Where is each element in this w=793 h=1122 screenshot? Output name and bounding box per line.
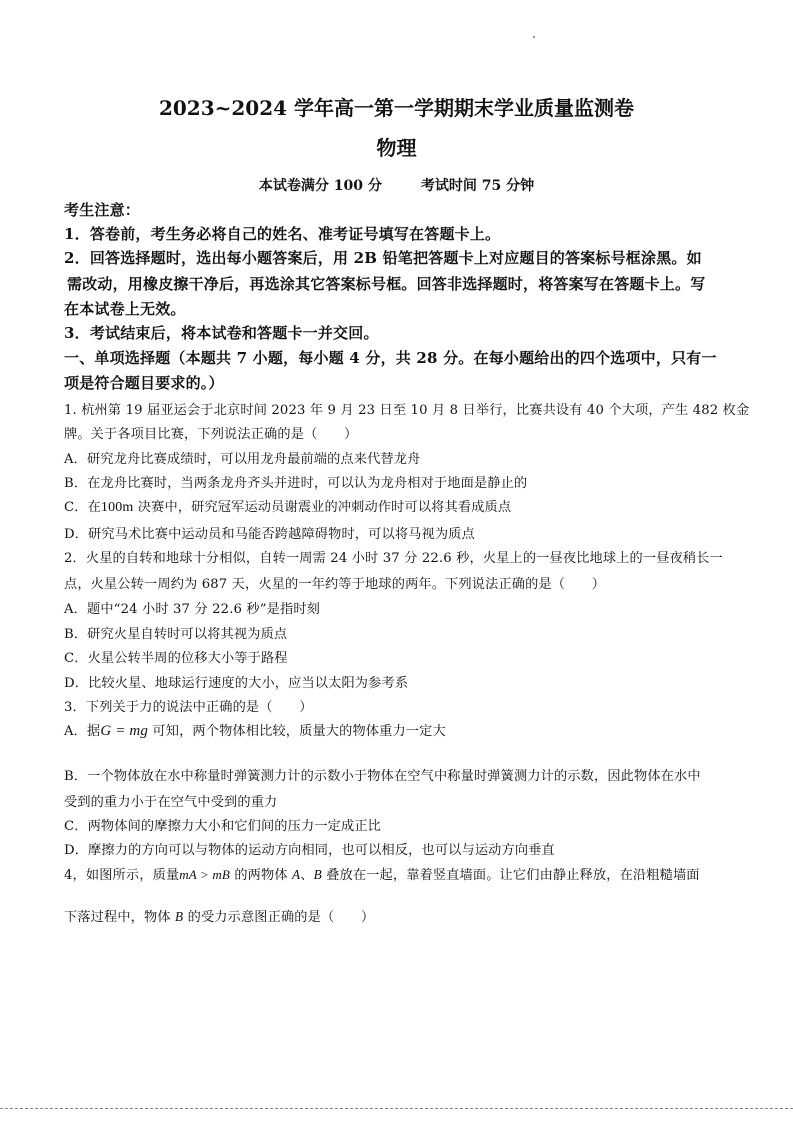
q2-stem-cont: 点，火星公转一周约为 687 天，火星的一年约等于地球的两年。下列说法正确的是（ ） [64,577,606,592]
q1-option-b: B．在龙舟比赛时，当两条龙舟齐头并进时，可以认为龙舟相对于地面是静止的 [64,476,528,491]
q1-option-c [64,496,511,516]
q4-stem-post: 叠放在一起，靠着竖直墙面。让它们由静止释放，在沿粗糙墙面 [321,868,700,883]
q3-option-c: C．两物体间的摩擦力大小和它们间的压力一定成正比 [64,819,382,834]
q4-line2-var: B [175,909,184,924]
notice-item-2-cont: 需改动，用橡皮擦干净后，再选涂其它答案标号框。回答非选择题时，将答案写在答题卡上。写 [67,275,706,293]
q1-stem: 1. 杭州第 19 届亚运会于北京时间 2023 年 9 月 23 日至 10 月 8 日举行，比赛共设有 40 个大项，产生 482 枚金 [64,403,750,418]
q1-option-d: D．研究马术比赛中运动员和马能否跨越障碍物时，可以将马视为质点 [64,527,475,542]
q3-option-a-pre: A．据 [64,724,101,739]
q4-var-b: B [313,867,322,882]
q4-stem-pre: 4，如图所示，质量 [64,868,180,883]
notice-item-1: 1．答卷前，考生务必将自己的姓名、准考证号填写在答题卡上。 [64,225,501,243]
q1-stem-cont: 牌。关于各项目比赛，下列说法正确的是（ ） [64,427,358,442]
q2-option-b: B．研究火星自转时可以将其视为质点 [64,627,288,642]
q1-option-c-pre: C．在 [64,500,101,515]
q1-option-a: A．研究龙舟比赛成绩时，可以用龙舟最前端的点来代替龙舟 [64,452,421,467]
q1-option-c-math: 100m [100,500,134,515]
page-title: 2023~2024 学年高一第一学期期末学业质量监测卷 [158,96,635,120]
q4-stem-cont [64,906,374,925]
q4-var-a: A [292,867,301,882]
q4-stem [64,864,700,883]
q4-mass-relation: mA > mB [179,867,230,882]
q1-option-c-post: 决赛中，研究冠军运动员谢震业的冲刺动作时可以将其看成质点 [133,500,512,515]
notice-item-2: 2．回答选择题时，选出每小题答案后，用 2B 铅笔把答题卡上对应题目的答案标号框涂黑。如 [64,249,702,267]
q4-line2-post: 的受力示意图正确的是（ ） [183,910,375,925]
q4-line2-pre: 下落过程中，物体 [64,910,176,925]
q3-option-d: D．摩擦力的方向可以与物体的运动方向相同，也可以相反，也可以与运动方向垂直 [64,843,555,858]
q4-sep: 、 [300,868,314,883]
scan-dot [533,36,535,38]
notice-item-2-end: 在本试卷上无效。 [64,300,186,318]
q3-option-a-post: 可知，两个物体相比较，质量大的物体重力一定大 [148,724,446,739]
q2-stem: 2．火星的自转和地球十分相似，自转一周需 24 小时 37 分 22.6 秒，火星上的一昼夜比地球上的一昼夜稍长一 [64,551,723,566]
q2-option-a: A．题中“24 小时 37 分 22.6 秒”是指时刻 [64,602,321,617]
page-bottom-rule [0,1108,793,1110]
notice-heading: 考生注意： [64,201,141,219]
q2-option-c: C．火星公转半周的位移大小等于路程 [64,651,288,666]
q3-option-a-math: G = mg [100,723,149,739]
section-heading: 一、单项选择题（本题共 7 小题，每小题 4 分，共 28 分。在每小题给出的四个选项中，只有一 [64,349,717,367]
q3-stem: 3．下列关于力的说法中正确的是（ ） [64,700,313,715]
subject-title: 物理 [376,136,417,160]
section-heading-cont: 项是符合题目要求的。） [64,374,224,392]
q3-option-a [64,720,446,740]
q3-option-b-cont: 受到的重力小于在空气中受到的重力 [64,795,278,810]
q2-option-d: D．比较火星、地球运行速度的大小，应当以太阳为参考系 [64,676,409,691]
notice-item-3: 3．考试结束后，将本试卷和答题卡一并交回。 [64,324,379,342]
exam-meta: 本试卷满分 100 分 考试时间 75 分钟 [258,178,535,194]
q3-option-b: B．一个物体放在水中称量时弹簧测力计的示数小于物体在空气中称量时弹簧测力计的示数，因此物体在水中 [64,769,701,784]
q4-stem-mid: 的两物体 [230,868,293,883]
